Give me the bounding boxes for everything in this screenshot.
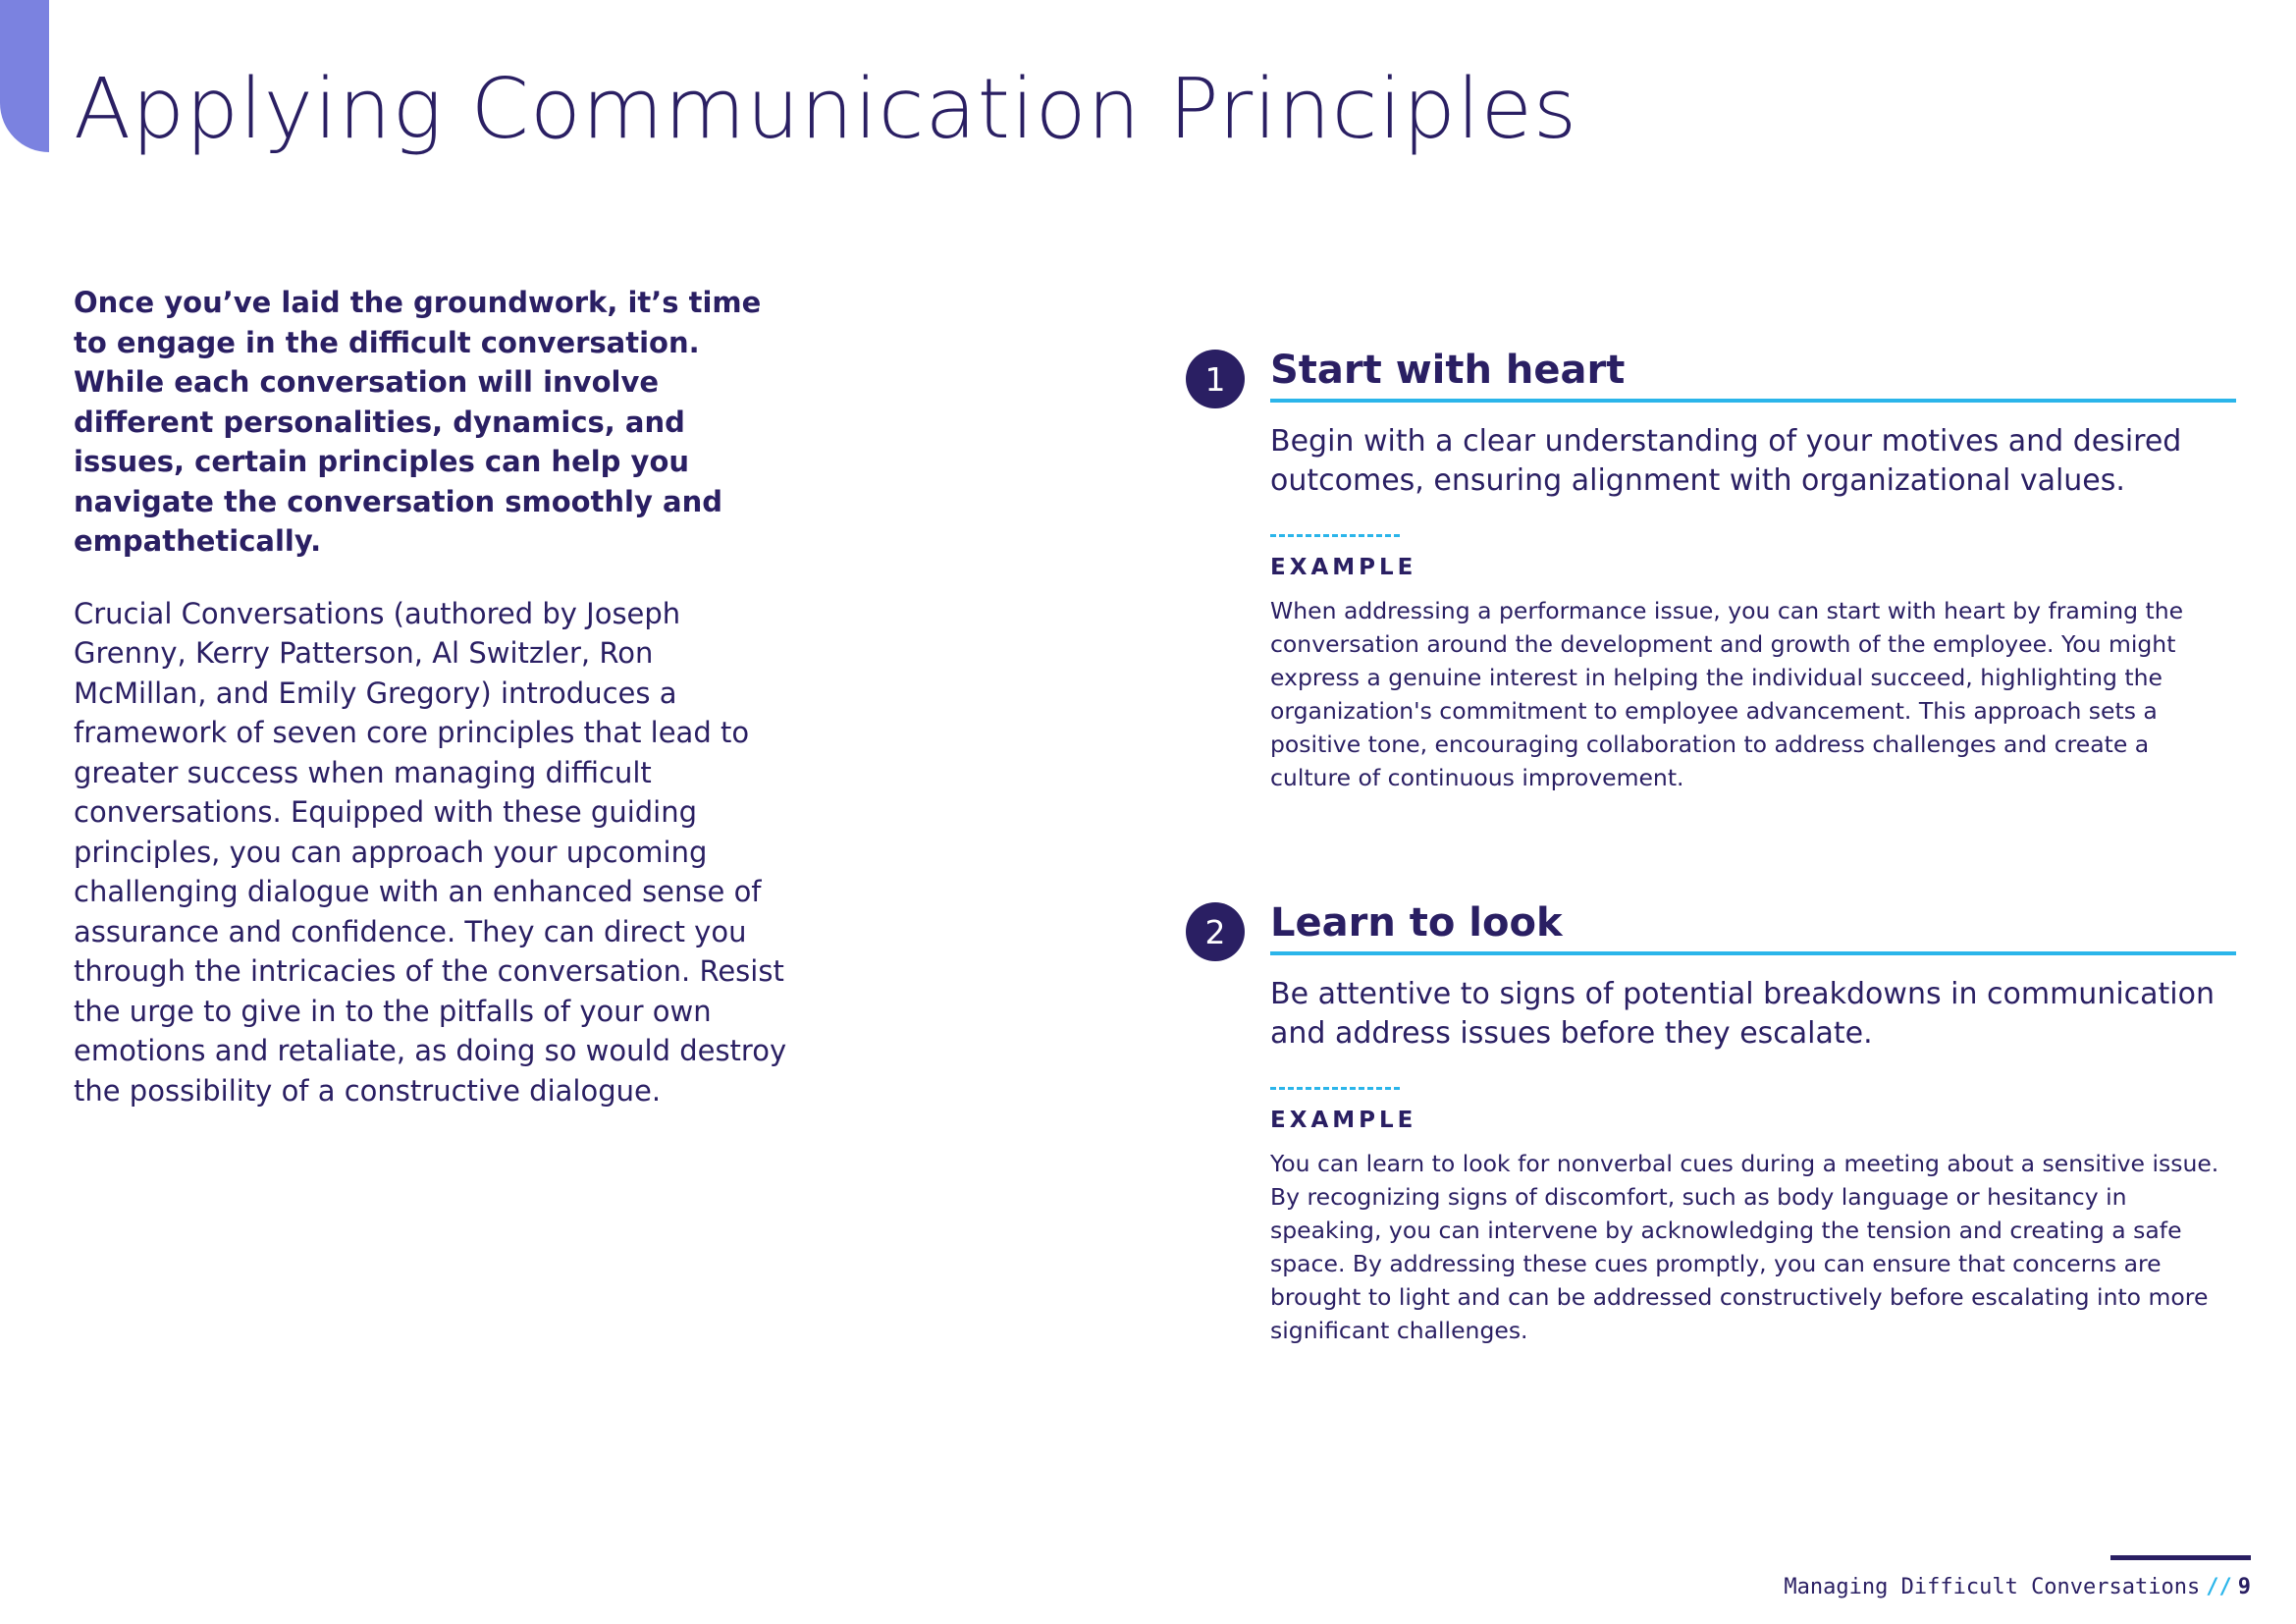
number-badge: 1 [1186,350,1245,408]
page-title: Applying Communication Principles [74,61,1578,158]
body-paragraph: Crucial Conversations (authored by Joseph Grenny, Kerry Patterson, Al Switzler, Ron McMillan, and Emily Gregory) introduces a framework of seven core principles that lead to greater success when managing difficult conversations. Equipped with these guiding principles, you can approach your upcoming challenging dialogue with an enhanced sense of assurance and confidence. They can direct you through the intricacies of the conversation. Resist the urge to give in to the pitfalls of your own emotions and retaliate, as doing so would destroy the possibility of a constructive dialogue. [74,596,787,1108]
dashed-divider [1270,534,1400,537]
principle-description: Be attentive to signs of potential breakdowns in communication and address issues before they escalate. [1270,977,2216,1051]
page-number: 9 [2237,1575,2251,1599]
footer-separator: // [2206,1575,2232,1599]
example-text: You can learn to look for nonverbal cues during a meeting about a sensitive issue. By recognizing signs of discomfort, such as body language or hesitancy in speaking, you can intervene by acknowledging the tension and creating a safe space. By addressing these cues promptly, you can ensure that concerns are brought to light and can be addressed constructively before escalating into more significant challenges. [1270,1150,2219,1344]
page-footer [1784,1575,2251,1599]
dashed-divider [1270,1087,1400,1090]
corner-tab-decoration [0,0,49,152]
example-text: When addressing a performance issue, you can start with heart by framing the conversation around the development and growth of the employee. You might express a genuine interest in helping the individual succeed, highlighting the organization's commitment to employee advancement. This approach sets a positive tone, encouraging collaboration to address challenges and create a culture of continuous improvement. [1270,597,2184,791]
intro-paragraph: Once you’ve laid the groundwork, it’s time to engage in the difficult conversation. While each conversation will involve different personalities, dynamics, and issues, certain principles can help you navigate the conversation smoothly and empathetically. [74,286,762,558]
principle-description: Begin with a clear understanding of your motives and desired outcomes, ensuring alignment with organizational values. [1270,424,2182,498]
principle-title: Learn to look [1270,896,2236,955]
number-badge: 2 [1186,902,1245,961]
principle-content [1270,344,2236,794]
principle-content [1270,896,2236,1347]
footer-rule [2110,1555,2251,1560]
principle-title: Start with heart [1270,344,2236,403]
example-label: EXAMPLE [1270,555,1417,580]
intro-column [74,283,790,1110]
example-label: EXAMPLE [1270,1108,1417,1133]
footer-doc-title: Managing Difficult Conversations [1784,1575,2201,1599]
